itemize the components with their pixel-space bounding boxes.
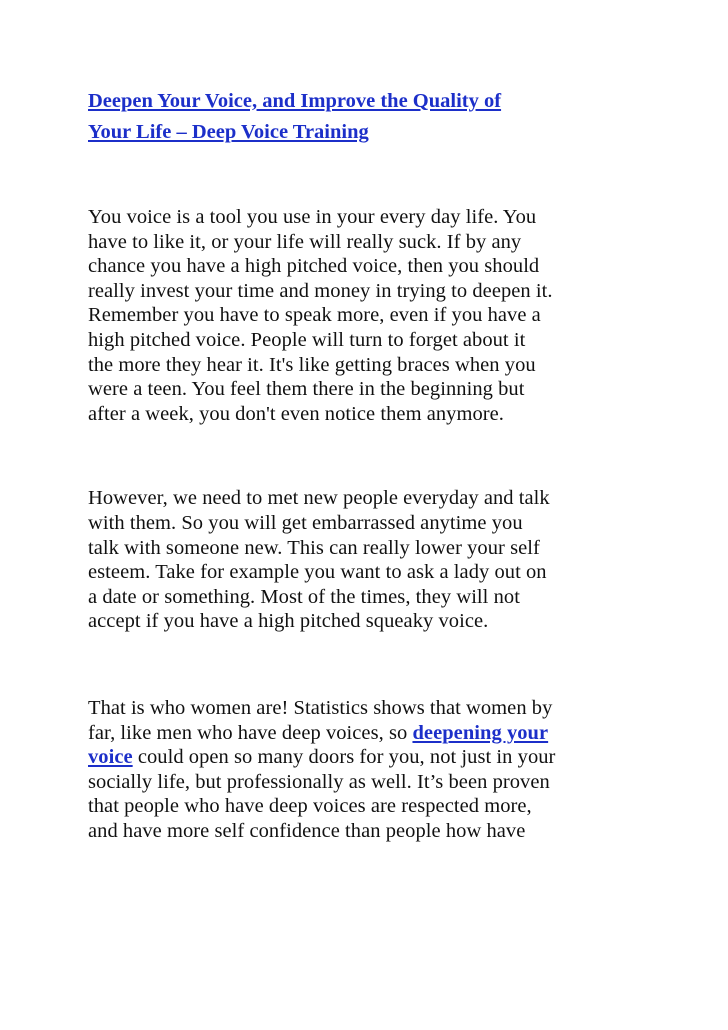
paragraph-line: However, we need to met new people everyday and talk: [88, 487, 550, 510]
paragraph-line: high pitched voice. People will turn to forget about it: [88, 328, 526, 351]
paragraph-line: You voice is a tool you use in your every day life. You: [88, 206, 537, 228]
title-line-1: Deepen Your Voice, and Improve the Quality of: [88, 90, 502, 112]
paragraph-line: a date or something. Most of the times, they will not: [88, 585, 520, 608]
paragraph-line: with them. So you will get embarrassed anytime you: [88, 511, 523, 534]
document-title: [88, 86, 668, 148]
paragraph-1: [88, 205, 668, 426]
paragraph-line: esteem. Take for example you want to ask a lady out on: [88, 561, 547, 584]
paragraph-line: talk with someone new. This can really lower your self: [88, 536, 540, 559]
document-page: [88, 86, 668, 843]
paragraph-line: [88, 721, 668, 746]
paragraph-line: [88, 745, 668, 770]
paragraph-line: That is who women are! Statistics shows that women by: [88, 696, 553, 719]
paragraph-line: chance you have a high pitched voice, then you should: [88, 255, 540, 278]
deepening-voice-link-continued[interactable]: voice: [88, 746, 133, 769]
paragraph-3: [88, 696, 668, 844]
paragraph-line: Remember you have to speak more, even if you have a: [88, 304, 541, 327]
paragraph-line: that people who have deep voices are respected more,: [88, 795, 532, 818]
paragraph-text: far, like men who have deep voices, so: [88, 721, 413, 744]
paragraph-line: and have more self confidence than people how have: [88, 819, 526, 842]
title-link[interactable]: [88, 86, 668, 148]
paragraph-line: accept if you have a high pitched squeaky voice.: [88, 610, 489, 633]
paragraph-line: the more they hear it. It's like getting braces when you: [88, 353, 536, 376]
paragraph-2: [88, 486, 668, 634]
paragraph-line: really invest your time and money in trying to deepen it.: [88, 279, 553, 302]
title-line-2: Your Life – Deep Voice Training: [88, 121, 369, 143]
deepening-voice-link[interactable]: deepening your: [412, 721, 549, 744]
paragraph-line: after a week, you don't even notice them anymore.: [88, 402, 504, 425]
paragraph-text: could open so many doors for you, not just in your: [132, 746, 556, 769]
paragraph-line: socially life, but professionally as well. It’s been proven: [88, 770, 550, 793]
paragraph-line: were a teen. You feel them there in the beginning but: [88, 378, 525, 401]
paragraph-line: have to like it, or your life will really suck. If by any: [88, 230, 522, 253]
